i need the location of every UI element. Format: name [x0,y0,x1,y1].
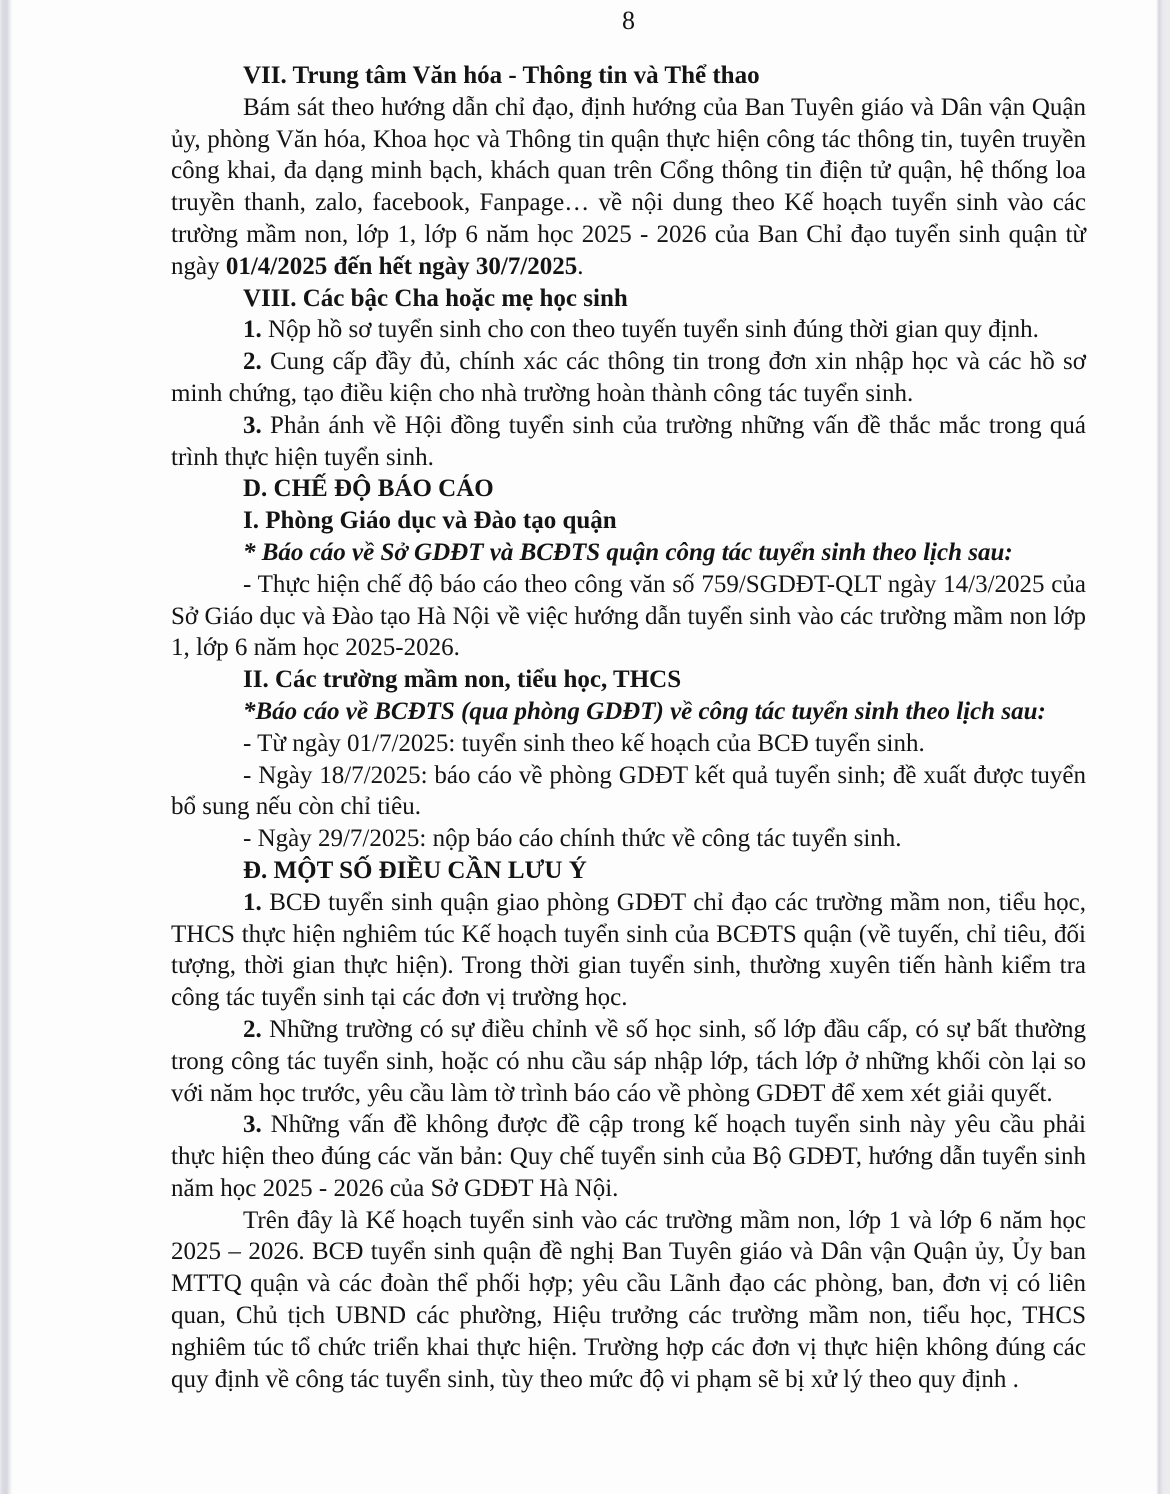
section-d-sub2-item-3: - Ngày 29/7/2025: nộp báo cáo chính thức về công tác tuyển sinh. [243,825,902,853]
section-d-sub2-item-2: - Ngày 18/7/2025: báo cáo về phòng GDĐT kết quả tuyển sinh; đề xuất được tuyển bổ sung nếu còn chỉ tiêu. [171,761,1086,821]
section-viii-item-2 [171,346,1086,410]
document-body [171,60,1086,1395]
item-text: BCĐ tuyển sinh quận giao phòng GDĐT chỉ đạo các trường mầm non, tiểu học, THCS thực hiện nghiêm túc Kế hoạch tuyển sinh của BCĐTS quận (về tuyến, chỉ tiêu, đối tượng, thời gian thực hiện). Trong thời gian tuyển sinh, thường xuyên tiến hành kiểm tra công tác tuyển sinh tại các đơn vị trường học. [171,888,1086,1012]
section-vii-paragraph [171,92,1086,283]
page-edge-left [0,0,13,1494]
paragraph-text: . [577,252,584,280]
section-d-sub1-heading: I. Phòng Giáo dục và Đào tạo quận [243,507,617,535]
page-edge-right [1156,0,1170,1494]
section-d-sub2-item-1: - Từ ngày 01/7/2025: tuyển sinh theo kế hoạch của BCĐ tuyển sinh. [243,729,925,757]
item-text: Những vấn đề không được đề cập trong kế hoạch tuyển sinh này yêu cầu phải thực hiện theo đúng các văn bản: Quy chế tuyển sinh của Bộ GDĐT, hướng dẫn tuyển sinh năm học 2025 - 2026 của Sở GDĐT Hà Nội. [171,1111,1086,1202]
section-d-heading: D. CHẾ ĐỘ BÁO CÁO [243,475,494,503]
item-number: 2. [243,348,262,376]
item-number: 3. [243,1111,262,1139]
section-dd-item-1 [171,887,1086,1014]
item-text: Phản ánh về Hội đồng tuyển sinh của trường những vấn đề thắc mắc trong quá trình thực hiện tuyển sinh. [171,411,1086,471]
section-d-sub2-note: *Báo cáo về BCĐTS (qua phòng GDĐT) về công tác tuyển sinh theo lịch sau: [243,697,1046,725]
section-viii-item-3 [171,410,1086,474]
section-viii-heading: VIII. Các bậc Cha hoặc mẹ học sinh [243,284,628,312]
section-viii-item-1 [171,314,1086,346]
section-dd-item-3 [171,1109,1086,1204]
section-dd-item-2 [171,1014,1086,1109]
closing-paragraph: Trên đây là Kế hoạch tuyển sinh vào các trường mầm non, lớp 1 và lớp 6 năm học 2025 – 2026. BCĐ tuyển sinh quận đề nghị Ban Tuyên giáo và Dân vận Quận ủy, Ủy ban MTTQ quận và các đoàn thể phối hợp; yêu cầu Lãnh đạo các phòng, ban, đơn vị có liên quan, Chủ tịch UBND các phường, Hiệu trưởng các trường mầm non, tiểu học, THCS nghiêm túc tổ chức triển khai thực hiện. Trường hợp các đơn vị thực hiện không đúng các quy định về công tác tuyển sinh, tùy theo mức độ vi phạm sẽ bị xử lý theo quy định . [171,1206,1086,1393]
page-number: 8 [622,6,635,35]
item-number: 1. [243,316,262,344]
paragraph-text: Bám sát theo hướng dẫn chỉ đạo, định hướng của Ban Tuyên giáo và Dân vận Quận ủy, phòng Văn hóa, Khoa học và Thông tin quận thực hiện công tác thông tin, tuyên truyền công khai, đa dạng minh bạch, khách quan trên Cổng thông tin điện tử quận, hệ thống loa truyền thanh, zalo, facebook, Fanpage… về nội dung theo Kế hoạch tuyển sinh vào các trường mầm non, lớp 1, lớp 6 năm học 2025 - 2026 của Ban Chỉ đạo tuyển sinh quận từ ngày [171,93,1086,280]
item-number: 1. [243,888,262,916]
section-d-sub1-item: - Thực hiện chế độ báo cáo theo công văn số 759/SGDĐT-QLT ngày 14/3/2025 của Sở Giáo dục và Đào tạo Hà Nội về việc hướng dẫn tuyển sinh vào các trường mầm non lớp 1, lớp 6 năm học 2025-2026. [171,570,1086,662]
section-d-sub1-note: * Báo cáo về Sở GDĐT và BCĐTS quận công tác tuyển sinh theo lịch sau: [243,538,1013,566]
item-number: 2. [243,1015,262,1043]
paragraph-bold-date-range: 01/4/2025 đến hết ngày 30/7/2025 [225,252,578,280]
item-text: Những trường có sự điều chỉnh về số học sinh, số lớp đầu cấp, có sự bất thường trong công tác tuyển sinh, hoặc có nhu cầu sáp nhập lớp, tách lớp ở những khối còn lại so với năm học trước, yêu cầu làm tờ trình báo cáo về phòng GDĐT để xem xét giải quyết. [171,1015,1086,1107]
item-text: Nộp hồ sơ tuyển sinh cho con theo tuyến tuyển sinh đúng thời gian quy định. [261,316,1039,344]
item-number: 3. [243,411,262,439]
section-vii-heading: VII. Trung tâm Văn hóa - Thông tin và Thể thao [243,62,760,89]
section-d-sub2-heading: II. Các trường mầm non, tiểu học, THCS [243,666,682,694]
section-dd-heading: Đ. MỘT SỐ ĐIỀU CẦN LƯU Ý [243,856,587,884]
item-text: Cung cấp đầy đủ, chính xác các thông tin trong đơn xin nhập học và các hồ sơ minh chứng, tạo điều kiện cho nhà trường hoàn thành công tác tuyển sinh. [171,348,1086,407]
